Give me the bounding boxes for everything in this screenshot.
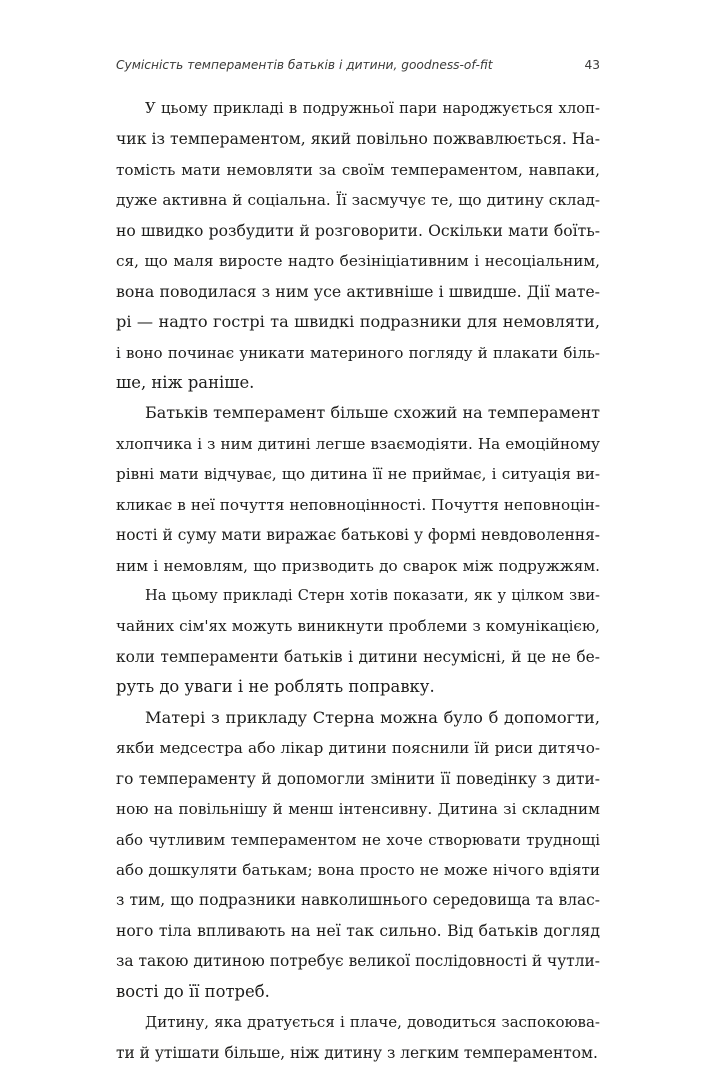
text-line: томість мати немовляти за своїм темпераментом, навпаки, [116, 160, 600, 179]
running-title: Сумісність темпераментів батьків і дитини, goodness-of-fit [116, 58, 493, 72]
text-line: дуже активна й соціальна. Її засмучує те, що дитину склад- [116, 191, 600, 210]
running-header [116, 58, 600, 82]
paragraph-3 [116, 581, 600, 703]
text-line: Матері з прикладу Стерна можна було б допомогти, [145, 707, 600, 727]
text-line: за такою дитиною потребує великої послідовності й чутли- [116, 952, 600, 971]
text-line: з тим, що подразники навколишнього середовища та влас- [116, 891, 600, 910]
text-line: ти й утішати більше, ніж дитину з легким темпераментом. [116, 1043, 598, 1062]
text-line: хлопчика і з ним дитині легше взаємодіяти. На емоційному [116, 434, 600, 453]
paragraph-4 [116, 703, 600, 1007]
text-line: ною на повільнішу й менш інтенсивну. Дитина зі складним [116, 800, 600, 819]
text-line: руть до уваги і не роблять поправку. [116, 677, 435, 697]
text-line: чик із темпераментом, який повільно пожвавлюється. На- [116, 130, 600, 149]
page-number: 43 [584, 58, 600, 72]
text-line: якби медсестра або лікар дитини пояснили їй риси дитячо- [116, 739, 600, 758]
paragraph-1 [116, 94, 600, 398]
paragraph-5 [116, 1007, 600, 1068]
text-line: або дошкуляти батькам; вона просто не може нічого вдіяти [116, 860, 600, 879]
text-line: ності й суму мати виражає батькові у формі невдоволення- [116, 526, 600, 545]
text-line: або чутливим темпераментом не хоче створювати труднощі [116, 830, 600, 849]
text-line: і воно починає уникати материного погляду й плакати біль- [116, 343, 600, 362]
text-line: рівні мати відчуває, що дитина її не приймає, і ситуація ви- [116, 465, 600, 484]
text-line: но швидко розбудити й розговорити. Оскільки мати боїть- [116, 221, 600, 240]
text-line: го темпераменту й допомогли змінити її поведінку з дити- [116, 769, 600, 788]
text-line: На цьому прикладі Стерн хотів показати, як у цілком зви- [145, 587, 600, 604]
text-line: ше, ніж раніше. [116, 372, 255, 392]
paragraph-2 [116, 398, 600, 581]
text-line: коли темпераменти батьків і дитини несумісні, й це не бе- [116, 647, 600, 666]
text-line: вості до її потреб. [116, 981, 270, 1001]
text-line: рі — надто гострі та швидкі подразники для немовляти, [116, 312, 600, 332]
text-line: У цьому прикладі в подружньої пари народжується хлоп- [145, 100, 600, 117]
text-line: кликає в неї почуття неповноцінності. Почуття неповноцін- [116, 495, 600, 514]
text-line: Дитину, яка дратується і плаче, доводиться заспокоюва- [145, 1013, 600, 1032]
text-line: чайних сім'ях можуть виникнути проблеми з комунікацією, [116, 617, 600, 636]
text-line: Батьків темперамент більше схожий на темперамент [145, 403, 600, 423]
text-line: вона поводилася з ним усе активніше і швидше. Дії мате- [116, 281, 600, 301]
text-line: ного тіла впливають на неї так сильно. Від батьків догляд [116, 921, 600, 940]
body-text [116, 94, 600, 1068]
text-line: ним і немовлям, що призводить до сварок між подружжям. [116, 556, 600, 575]
text-line: ся, що маля виросте надто безініціативним і несоціальним, [116, 252, 600, 271]
